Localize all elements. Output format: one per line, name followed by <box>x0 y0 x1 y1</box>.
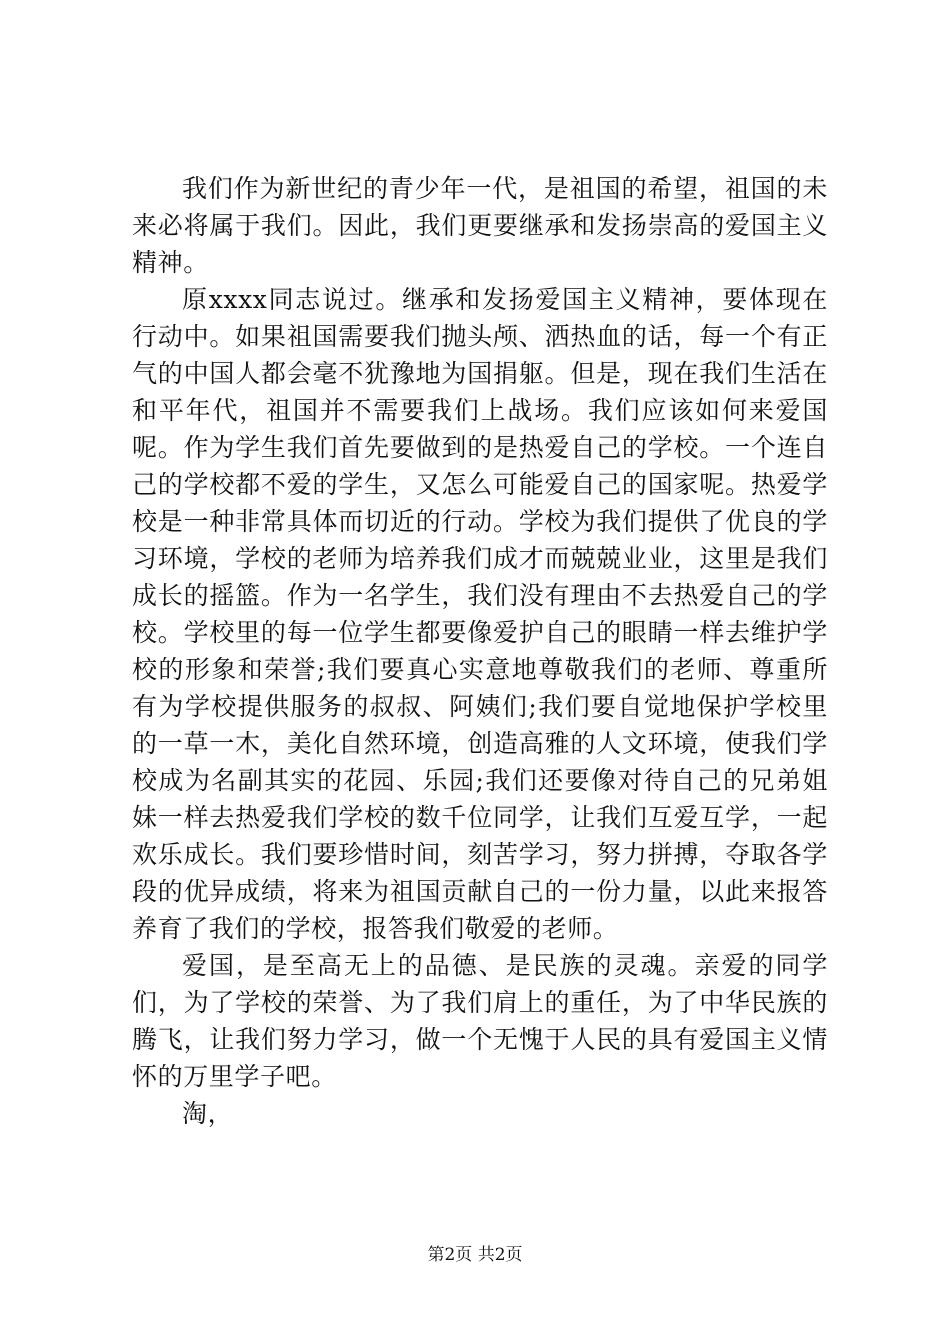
paragraph-1: 我们作为新世纪的青少年一代，是祖国的希望，祖国的未来必将属于我们。因此，我们更要继承和发扬崇高的爱国主义精神。 <box>132 174 828 277</box>
document-body <box>132 170 828 1132</box>
page-footer: 第2页 共2页 <box>427 1245 523 1265</box>
paragraph-3: 爱国，是至高无上的品德、是民族的灵魂。亲爱的同学们，为了学校的荣誉、为了我们肩上的重任，为了中华民族的腾飞，让我们努力学习，做一个无愧于人民的具有爱国主义情怀的万里学子吧。 <box>132 951 828 1091</box>
paragraph-4: 淘， <box>182 1099 234 1128</box>
paragraph-2: 原xxxx同志说过。继承和发扬爱国主义精神，要体现在行动中。如果祖国需要我们抛头颅、洒热血的话，每一个有正气的中国人都会毫不犹豫地为国捐躯。但是，现在我们生活在和平年代，祖国并不需要我们上战场。我们应该如何来爱国呢。作为学生我们首先要做到的是热爱自己的学校。一个连自己的学校都不爱的学生，又怎么可能爱自己的国家呢。热爱学校是一种非常具体而切近的行动。学校为我们提供了优良的学习环境，学校的老师为培养我们成才而兢兢业业，这里是我们成长的摇篮。作为一名学生，我们没有理由不去热爱自己的学校。学校里的每一位学生都要像爱护自己的眼睛一样去维护学校的形象和荣誉;我们要真心实意地尊敬我们的老师、尊重所有为学校提供服务的叔叔、阿姨们;我们要自觉地保护学校里的一草一木，美化自然环境，创造高雅的人文环境，使我们学校成为名副其实的花园、乐园;我们还要像对待自己的兄弟姐妹一样去热爱我们学校的数千位同学，让我们互爱互学，一起欢乐成长。我们要珍惜时间，刻苦学习，努力拼搏，夺取各学段的优异成绩，将来为祖国贡献自己的一份力量，以此来报答养育了我们的学校，报答我们敬爱的老师。 <box>132 285 828 943</box>
